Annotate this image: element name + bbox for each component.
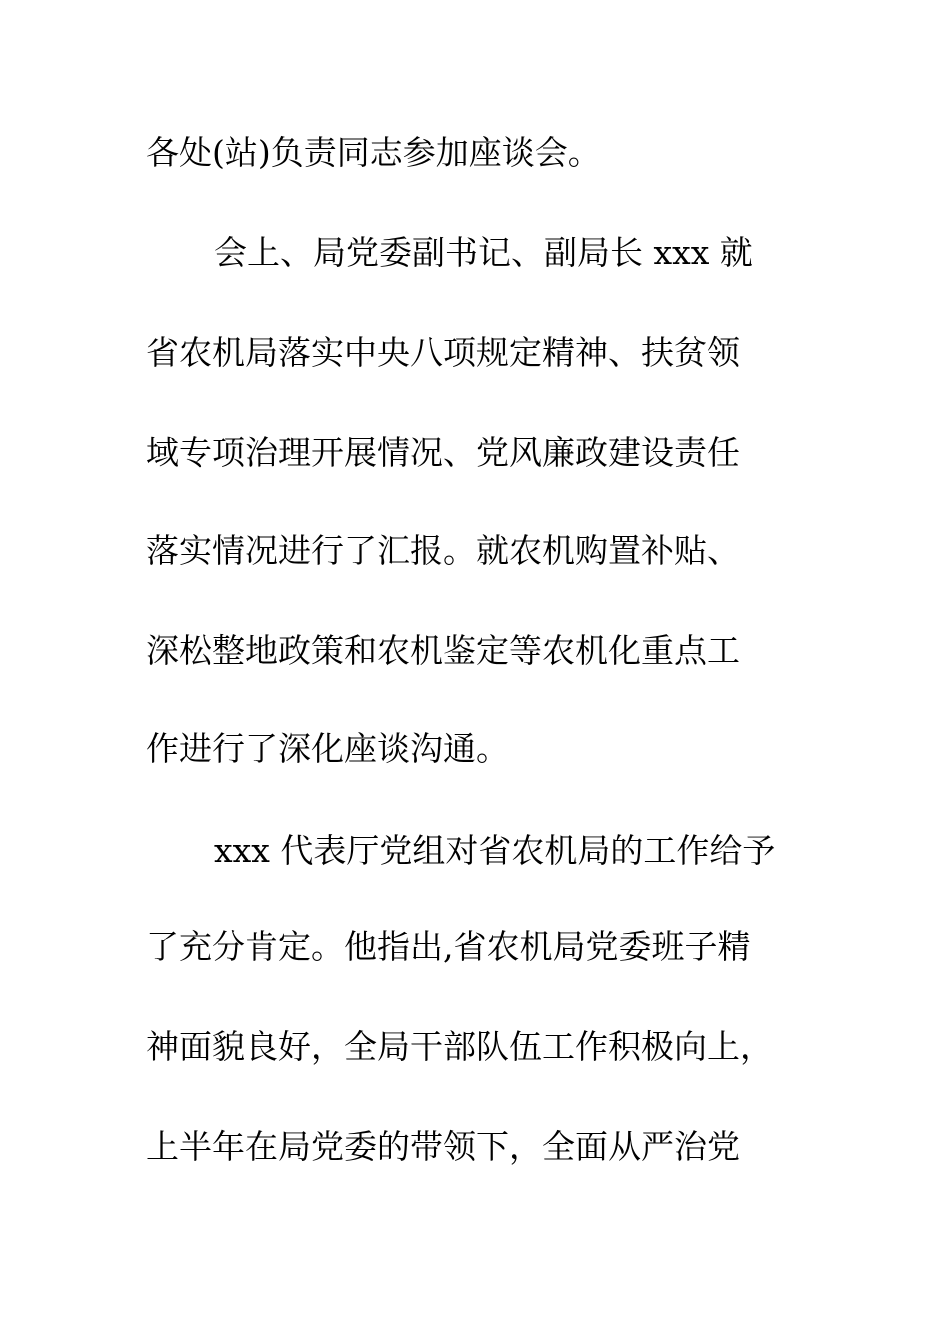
text-line-1: 各处(站)负责同志参加座谈会。 [146, 133, 601, 172]
text-line-3: 省农机局落实中央八项规定精神、扶贫领 [146, 333, 740, 372]
text-line-4: 域专项治理开展情况、党风廉政建设责任 [146, 433, 740, 472]
text-line-6: 深松整地政策和农机鉴定等农机化重点工 [146, 631, 740, 670]
text-line-7: 作进行了深化座谈沟通。 [146, 729, 509, 768]
text-line-2: 会上、局党委副书记、副局长 xxx 就 [214, 233, 753, 272]
text-line-10: 神面貌良好，全局干部队伍工作积极向上， [146, 1027, 773, 1066]
text-line-9: 了充分肯定。他指出,省农机局党委班子精 [146, 927, 751, 966]
text-line-11: 上半年在局党委的带领下，全面从严治党 [146, 1127, 740, 1166]
text-line-8: xxx 代表厅党组对省农机局的工作给予 [214, 831, 776, 870]
text-line-5: 落实情况进行了汇报。就农机购置补贴、 [146, 531, 740, 570]
